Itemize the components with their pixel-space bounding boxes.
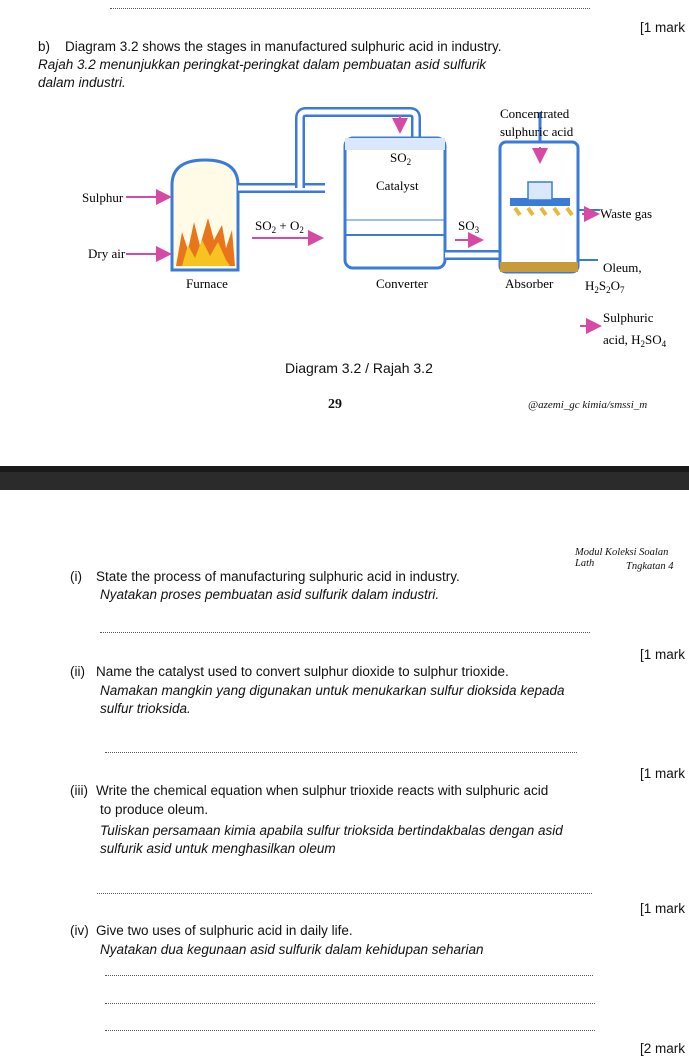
- q2-answer-line[interactable]: [105, 752, 577, 753]
- q3-marks: [1 mark: [640, 901, 686, 916]
- q4-answer-line-2[interactable]: [105, 1003, 595, 1004]
- q1-marks: [1 mark: [640, 647, 686, 662]
- q1-text-en: State the process of manufacturing sulphuric acid in industry.: [96, 569, 460, 584]
- q1-text-my: Nyatakan proses pembuatan asid sulfurik dalam industri.: [100, 587, 440, 602]
- label-catalyst: Catalyst: [376, 178, 419, 193]
- label-sulphuric: Sulphuric: [603, 310, 654, 325]
- label-so3: $SO_3$: [458, 218, 480, 235]
- q2-text-my-2: sulfur trioksida.: [100, 701, 191, 716]
- label-furnace: Furnace: [186, 276, 228, 291]
- header-line-2: Tngkatan 4: [626, 561, 674, 572]
- label-reaction: $SO_2 + O_2$: [255, 218, 304, 235]
- q3-text-my-2: sulfurik asid untuk menghasilkan oleum: [100, 841, 336, 856]
- q3-number: (iii): [70, 783, 88, 798]
- label-absorber: Absorber: [505, 276, 554, 291]
- q4-text-en: Give two uses of sulphuric acid in daily life.: [96, 923, 353, 938]
- label-h2s2o7: $H_2S_2O_7$: [585, 278, 625, 295]
- top-marks: [1 mark: [640, 20, 686, 35]
- header-line-1: Modul Koleksi Soalan Lath: [575, 547, 669, 569]
- q1-answer-line[interactable]: [100, 632, 590, 633]
- label-oleum: Oleum,: [603, 260, 642, 275]
- part-b-text-my-2: dalam industri.: [38, 75, 126, 90]
- q1-number: (i): [70, 569, 82, 584]
- label-concentrated: Concentrated: [500, 106, 570, 121]
- diagram-caption: Diagram 3.2 / Rajah 3.2: [285, 360, 433, 376]
- label-acid-h2so4: acid, $H_2SO_4$: [603, 332, 667, 349]
- part-b-text-en: Diagram 3.2 shows the stages in manufactured sulphuric acid in industry.: [65, 39, 502, 54]
- label-dry-air: Dry air: [88, 246, 126, 261]
- label-converter: Converter: [376, 276, 428, 291]
- label-waste-gas: Waste gas: [600, 206, 653, 221]
- label-sulphur: Sulphur: [82, 190, 124, 205]
- part-b-text-my-1: Rajah 3.2 menunjukkan peringkat-peringkat dalam pembuatan asid sulfurik: [38, 57, 487, 72]
- q4-marks: [2 mark: [640, 1041, 686, 1056]
- q2-text-en: Name the catalyst used to convert sulphur dioxide to sulphur trioxide.: [96, 664, 509, 679]
- q2-marks: [1 mark: [640, 766, 686, 781]
- answer-line-top: [110, 8, 590, 9]
- q3-text-en-2: to produce oleum.: [100, 802, 209, 817]
- q3-answer-line[interactable]: [97, 893, 592, 894]
- q4-answer-line-3[interactable]: [105, 1030, 595, 1031]
- q3-text-en-1: Write the chemical equation when sulphur trioxide reacts with sulphuric acid: [96, 783, 549, 798]
- q2-text-my-1: Namakan mangkin yang digunakan untuk menukarkan sulfur dioksida kepada: [100, 683, 565, 698]
- process-diagram: [0, 90, 689, 360]
- part-b-label: b): [38, 39, 51, 54]
- q4-answer-line-1[interactable]: [105, 975, 593, 976]
- label-so2-top: $SO_2$: [390, 150, 412, 167]
- q3-text-my-1: Tuliskan persamaan kimia apabila sulfur trioksida bertindakbalas dengan asid: [100, 823, 563, 838]
- page-number: 29: [328, 397, 342, 412]
- page-break-shadow: [0, 466, 689, 472]
- q2-number: (ii): [70, 664, 85, 679]
- credit-text: @azemi_gc kimia/smssi_m: [528, 399, 648, 411]
- q4-text-my: Nyatakan dua kegunaan asid sulfurik dalam kehidupan seharian: [100, 942, 484, 957]
- q4-number: (iv): [70, 923, 89, 938]
- label-sulphuric-acid-top: sulphuric acid: [500, 124, 574, 139]
